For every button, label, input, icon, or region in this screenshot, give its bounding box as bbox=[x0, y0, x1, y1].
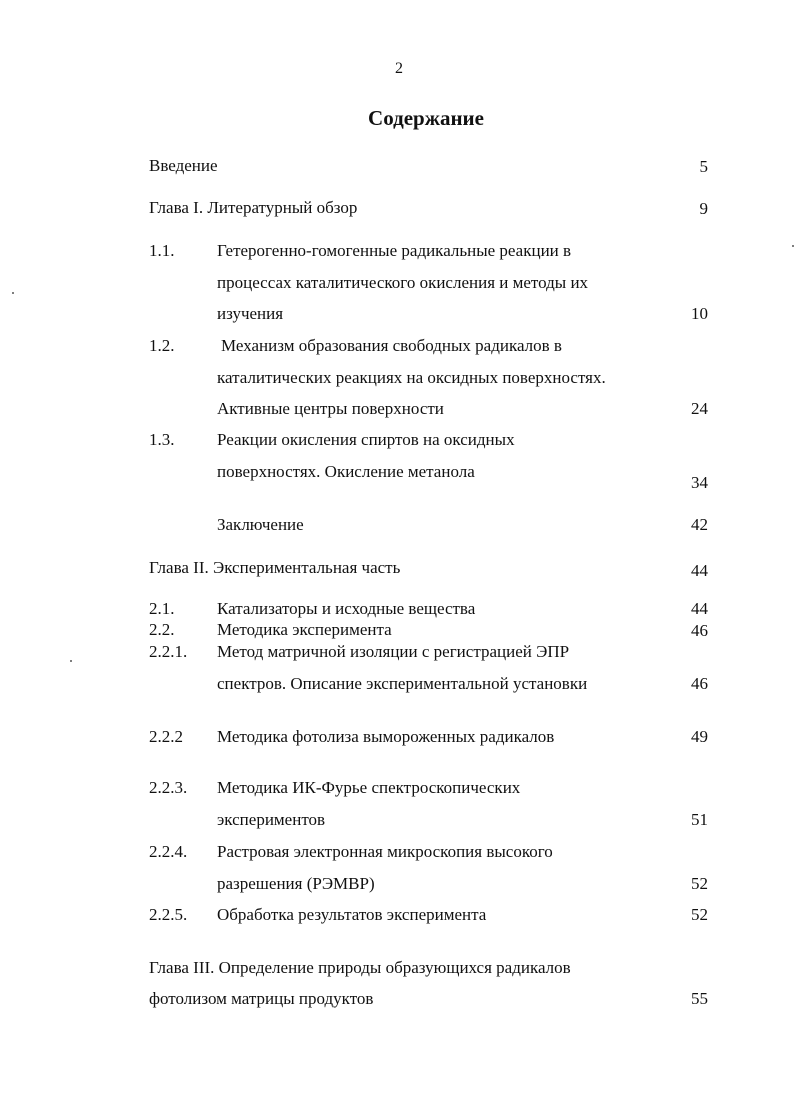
toc-s1-2-line2: каталитических реакциях на оксидных поверхностях. bbox=[217, 368, 606, 387]
toc-s2-2-4-line2: разрешения (РЭМВР) bbox=[217, 874, 375, 893]
toc-s1-2-num: 1.2. bbox=[149, 336, 175, 355]
toc-s1-1-line3: изучения bbox=[217, 304, 284, 323]
toc-s1-2-page: 24 bbox=[691, 399, 708, 418]
toc-s2-2-5-page: 52 bbox=[691, 905, 708, 924]
toc-s2-2-3-line2: экспериментов bbox=[217, 810, 326, 829]
toc-s2-2-2-text: Методика фотолиза вымороженных радикалов bbox=[217, 727, 555, 746]
toc-s1-2-line1: Механизм образования свободных радикалов в bbox=[221, 336, 562, 355]
toc-s2-2-5-text: Обработка результатов эксперимента bbox=[217, 905, 487, 924]
toc-s1-3-line2: поверхностях. Окисление метанола bbox=[217, 462, 475, 481]
scan-speck bbox=[792, 245, 794, 247]
toc-s2-2-3-page: 51 bbox=[691, 810, 708, 829]
toc-s1-3-line1: Реакции окисления спиртов на оксидных bbox=[217, 430, 515, 449]
toc-s2-2-3-num: 2.2.3. bbox=[149, 778, 188, 797]
toc-s1-3-page: 34 bbox=[691, 473, 708, 492]
toc-s2-2-1-page: 46 bbox=[691, 674, 708, 693]
toc-s2-2-num: 2.2. bbox=[149, 620, 175, 639]
toc-conclusion-page: 42 bbox=[691, 515, 708, 534]
toc-s2-1-num: 2.1. bbox=[149, 599, 175, 618]
toc-s1-1-page: 10 bbox=[691, 304, 708, 323]
toc-s2-2-5-num: 2.2.5. bbox=[149, 905, 188, 924]
toc-s2-1-page: 44 bbox=[691, 599, 708, 618]
toc-s2-2-4-line1: Растровая электронная микроскопия высокого bbox=[217, 842, 553, 861]
toc-s1-2-line3: Активные центры поверхности bbox=[217, 399, 444, 418]
toc-ch1-text: Глава I. Литературный обзор bbox=[149, 198, 358, 217]
toc-s2-2-4-num: 2.2.4. bbox=[149, 842, 188, 861]
toc-s2-2-page: 46 bbox=[691, 621, 708, 640]
toc-conclusion-text: Заключение bbox=[217, 515, 304, 534]
toc-ch1-page: 9 bbox=[699, 199, 708, 218]
toc-ch2-page: 44 bbox=[691, 561, 708, 580]
toc-s2-2-1-line1: Метод матричной изоляции с регистрацией ЭПР bbox=[217, 642, 570, 661]
toc-s1-1-line2: процессах каталитического окисления и методы их bbox=[217, 273, 589, 292]
toc-s2-2-4-page: 52 bbox=[691, 874, 708, 893]
toc-ch3-line2: фотолизом матрицы продуктов bbox=[149, 989, 374, 1008]
toc-s2-2-1-num: 2.2.1. bbox=[149, 642, 188, 661]
toc-s2-2-3-line1: Методика ИК-Фурье спектроскопических bbox=[217, 778, 521, 797]
page-title: Содержание bbox=[368, 106, 484, 130]
scan-speck bbox=[70, 660, 72, 662]
toc-s1-1-num: 1.1. bbox=[149, 241, 175, 260]
toc-ch3-line1: Глава III. Определение природы образующихся радикалов bbox=[149, 958, 571, 977]
toc-s1-3-num: 1.3. bbox=[149, 430, 175, 449]
toc-s2-1-text: Катализаторы и исходные вещества bbox=[217, 599, 476, 618]
toc-ch2-text: Глава II. Экспериментальная часть bbox=[149, 558, 401, 577]
toc-s2-2-1-line2: спектров. Описание экспериментальной установки bbox=[217, 674, 588, 693]
toc-intro-text: Введение bbox=[149, 156, 218, 175]
toc-s2-2-2-page: 49 bbox=[691, 727, 708, 746]
toc-s2-2-2-num: 2.2.2 bbox=[149, 727, 183, 746]
page-number: 2 bbox=[395, 60, 403, 77]
toc-s1-1-line1: Гетерогенно-гомогенные радикальные реакции в bbox=[217, 241, 572, 260]
scan-speck bbox=[12, 292, 14, 294]
toc-ch3-page: 55 bbox=[691, 989, 708, 1008]
toc-s2-2-text: Методика эксперимента bbox=[217, 620, 392, 639]
toc-intro-page: 5 bbox=[699, 157, 708, 176]
